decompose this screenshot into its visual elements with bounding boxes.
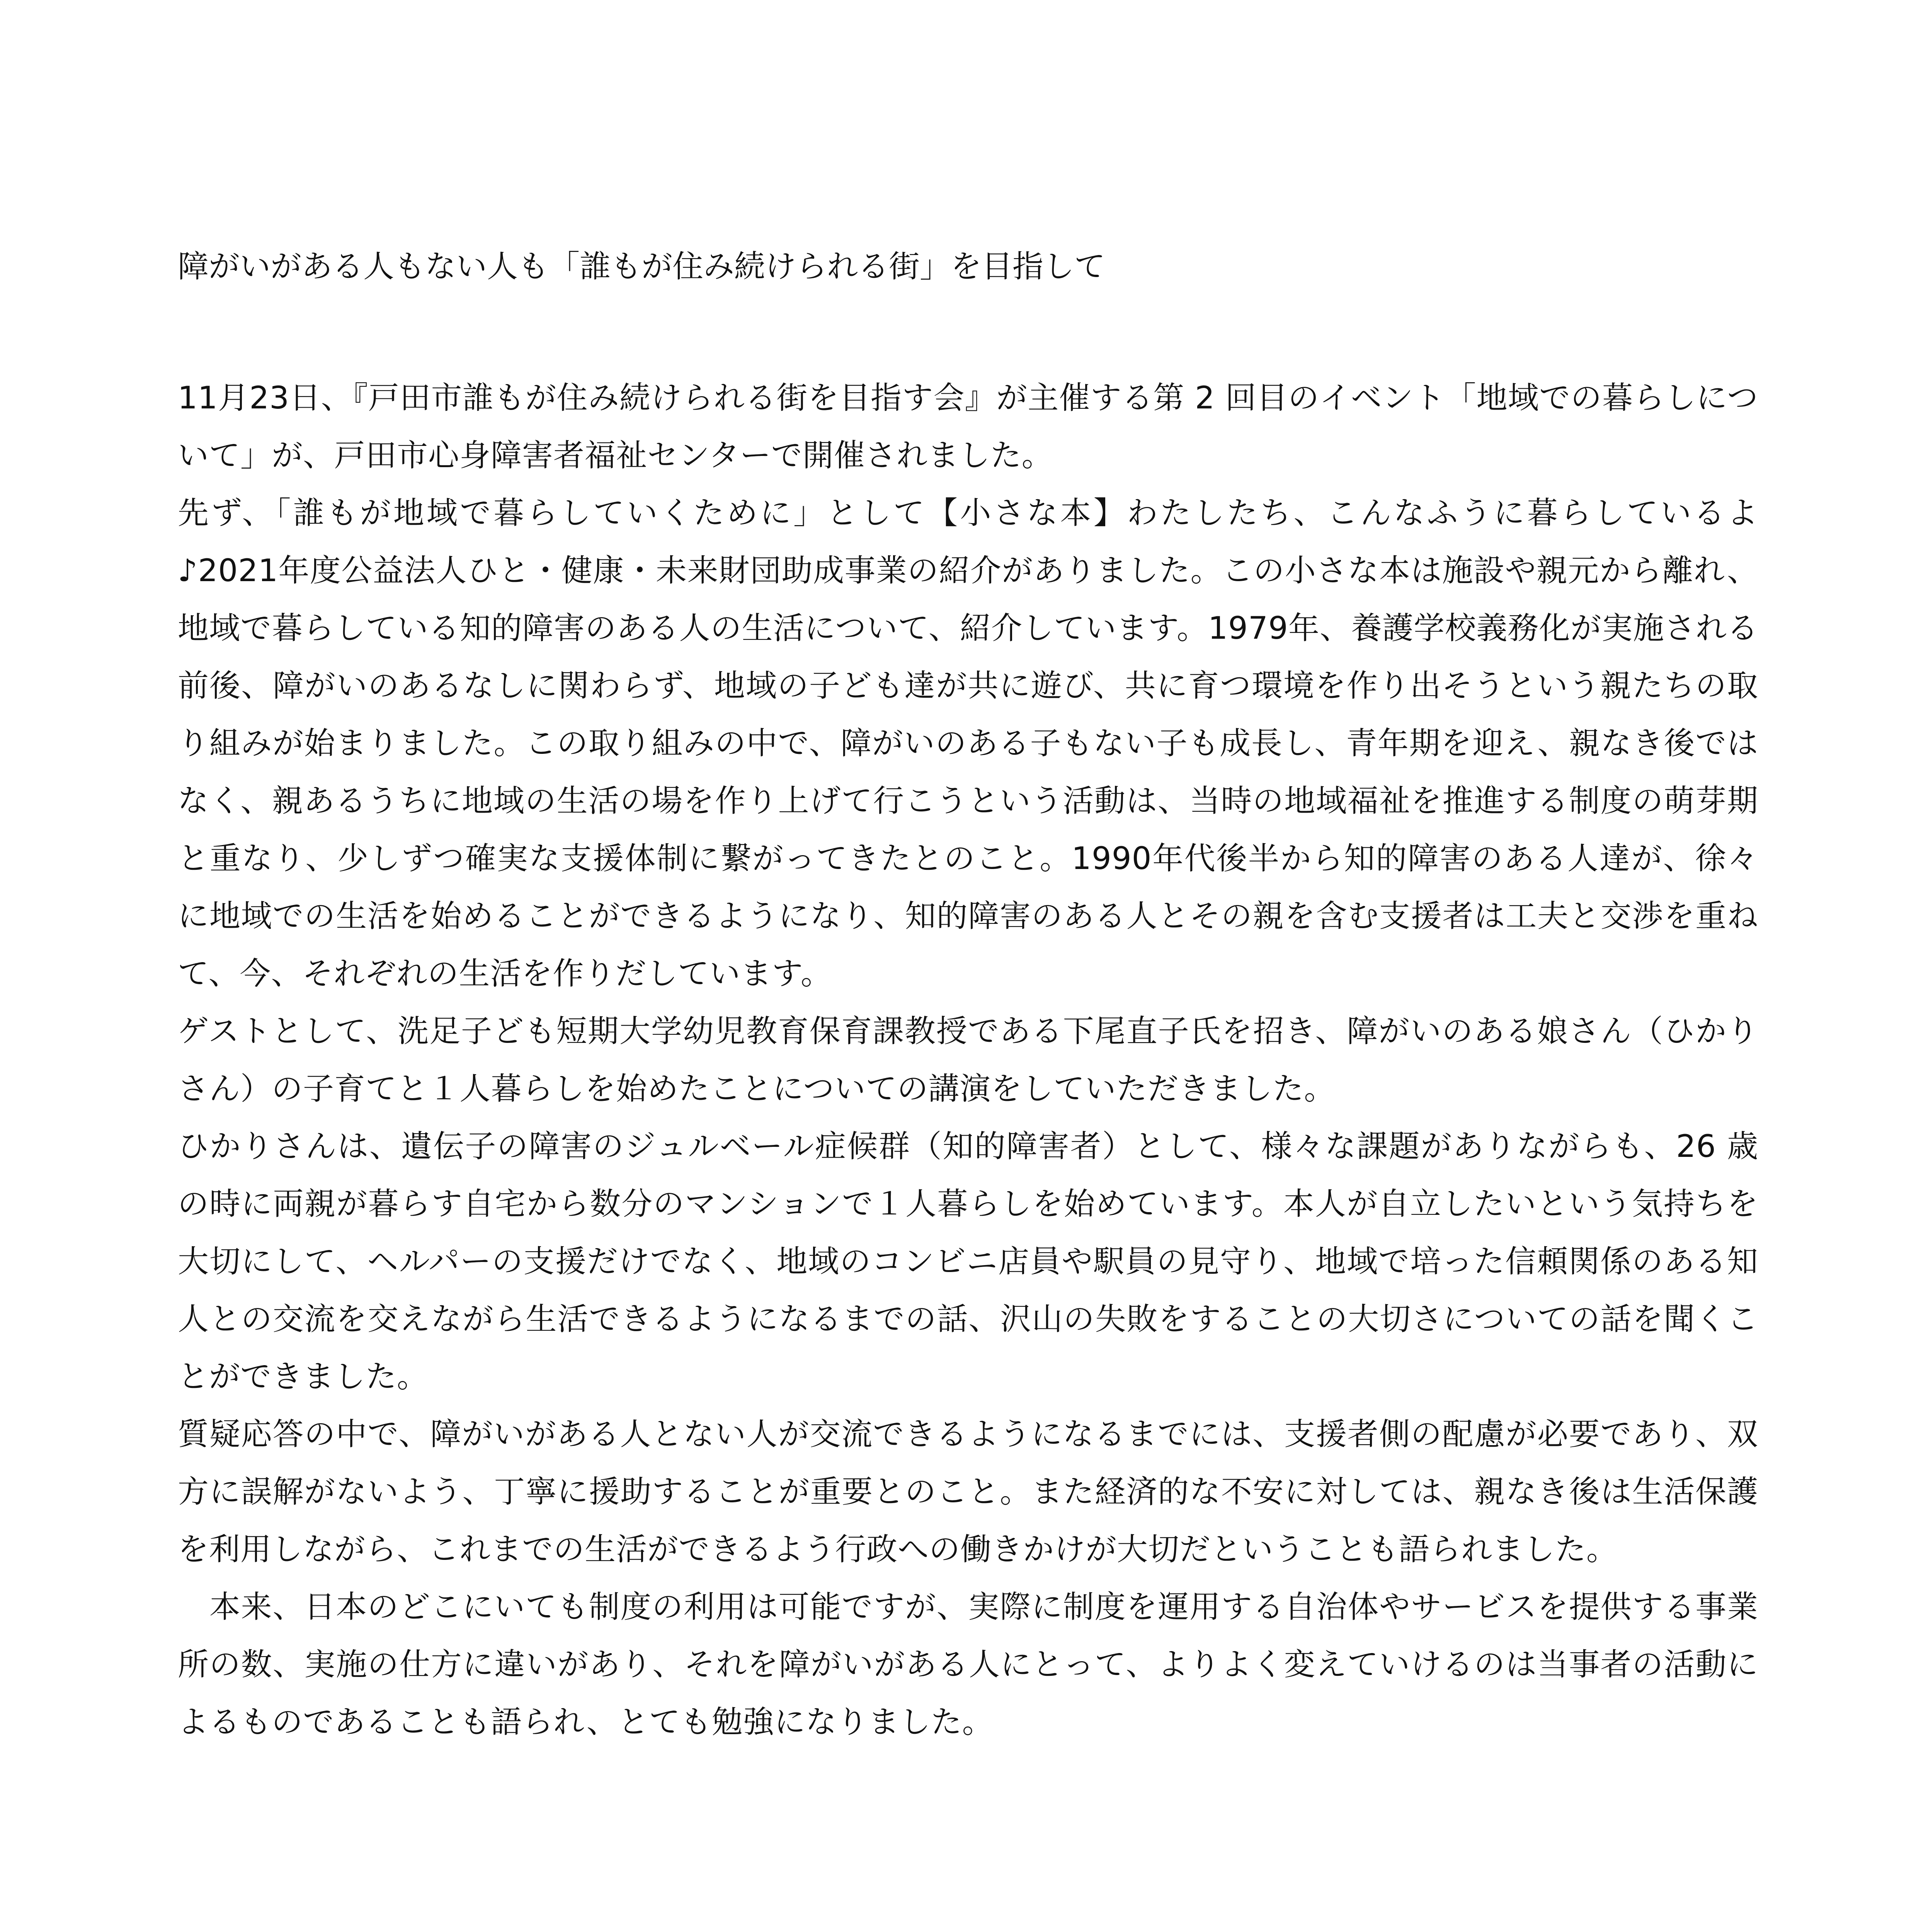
- paragraph-event-overview: 11月23日、『戸田市誰もが住み続けられる街を目指す会』が主催する第 2 回目のイベント「地域での暮らしについて」が、戸田市心身障害者福祉センターで開催されました。: [178, 380, 1758, 473]
- document-title: 障がいがある人もない人も「誰もが住み続けられる街」を目指して: [178, 248, 1105, 284]
- paragraph-conclusion: 本来、日本のどこにいても制度の利用は可能ですが、実際に制度を運用する自治体やサービスを提供する事業所の数、実施の仕方に違いがあり、それを障がいがある人にとって、よりよく変えていけるのは当事者の活動によるものであることも語られ、とても勉強になりました。: [178, 1589, 1758, 1740]
- document-body: [178, 369, 1758, 1751]
- paragraph-hikari-story: ひかりさんは、遺伝子の障害のジュルベール症候群（知的障害者）として、様々な課題がありながらも、26 歳の時に両親が暮らす自宅から数分のマンションで１人暮らしを始めています。本人が自立したいという気持ちを大切にして、ヘルパーの支援だけでなく、地域のコンビニ店員や駅員の見守り、地域で培った信頼関係のある知人との交流を交えながら生活できるようになるまでの話、沢山の失敗をすることの大切さについての話を聞くことができました。: [178, 1128, 1758, 1395]
- paragraph-guest-lecture: ゲストとして、洗足子ども短期大学幼児教育保育課教授である下尾直子氏を招き、障がいのある娘さん（ひかりさん）の子育てと１人暮らしを始めたことについての講演をしていただきました。: [178, 1013, 1758, 1107]
- paragraph-small-book: 先ず、「誰もが地域で暮らしていくために」として【小さな本】わたしたち、こんなふうに暮らしているよ♪2021年度公益法人ひと・健康・未来財団助成事業の紹介がありました。この小さな本は施設や親元から離れ、地域で暮らしている知的障害のある人の生活について、紹介しています。1979年、養護学校義務化が実施される前後、障がいのあるなしに関わらず、地域の子ども達が共に遊び、共に育つ環境を作り出そうという親たちの取り組みが始まりました。この取り組みの中で、障がいのある子もない子も成長し、青年期を迎え、親なき後ではなく、親あるうちに地域の生活の場を作り上げて行こうという活動は、当時の地域福祉を推進する制度の萌芽期と重なり、少しずつ確実な支援体制に繋がってきたとのこと。1990年代後半から知的障害のある人達が、徐々に地域での生活を始めることができるようになり、知的障害のある人とその親を含む支援者は工夫と交渉を重ねて、今、それぞれの生活を作りだしています。: [178, 495, 1758, 992]
- paragraph-qa: 質疑応答の中で、障がいがある人とない人が交流できるようになるまでには、支援者側の配慮が必要であり、双方に誤解がないよう、丁寧に援助することが重要とのこと。また経済的な不安に対しては、親なき後は生活保護を利用しながら、これまでの生活ができるよう行政への働きかけが大切だということも語られました。: [178, 1416, 1758, 1567]
